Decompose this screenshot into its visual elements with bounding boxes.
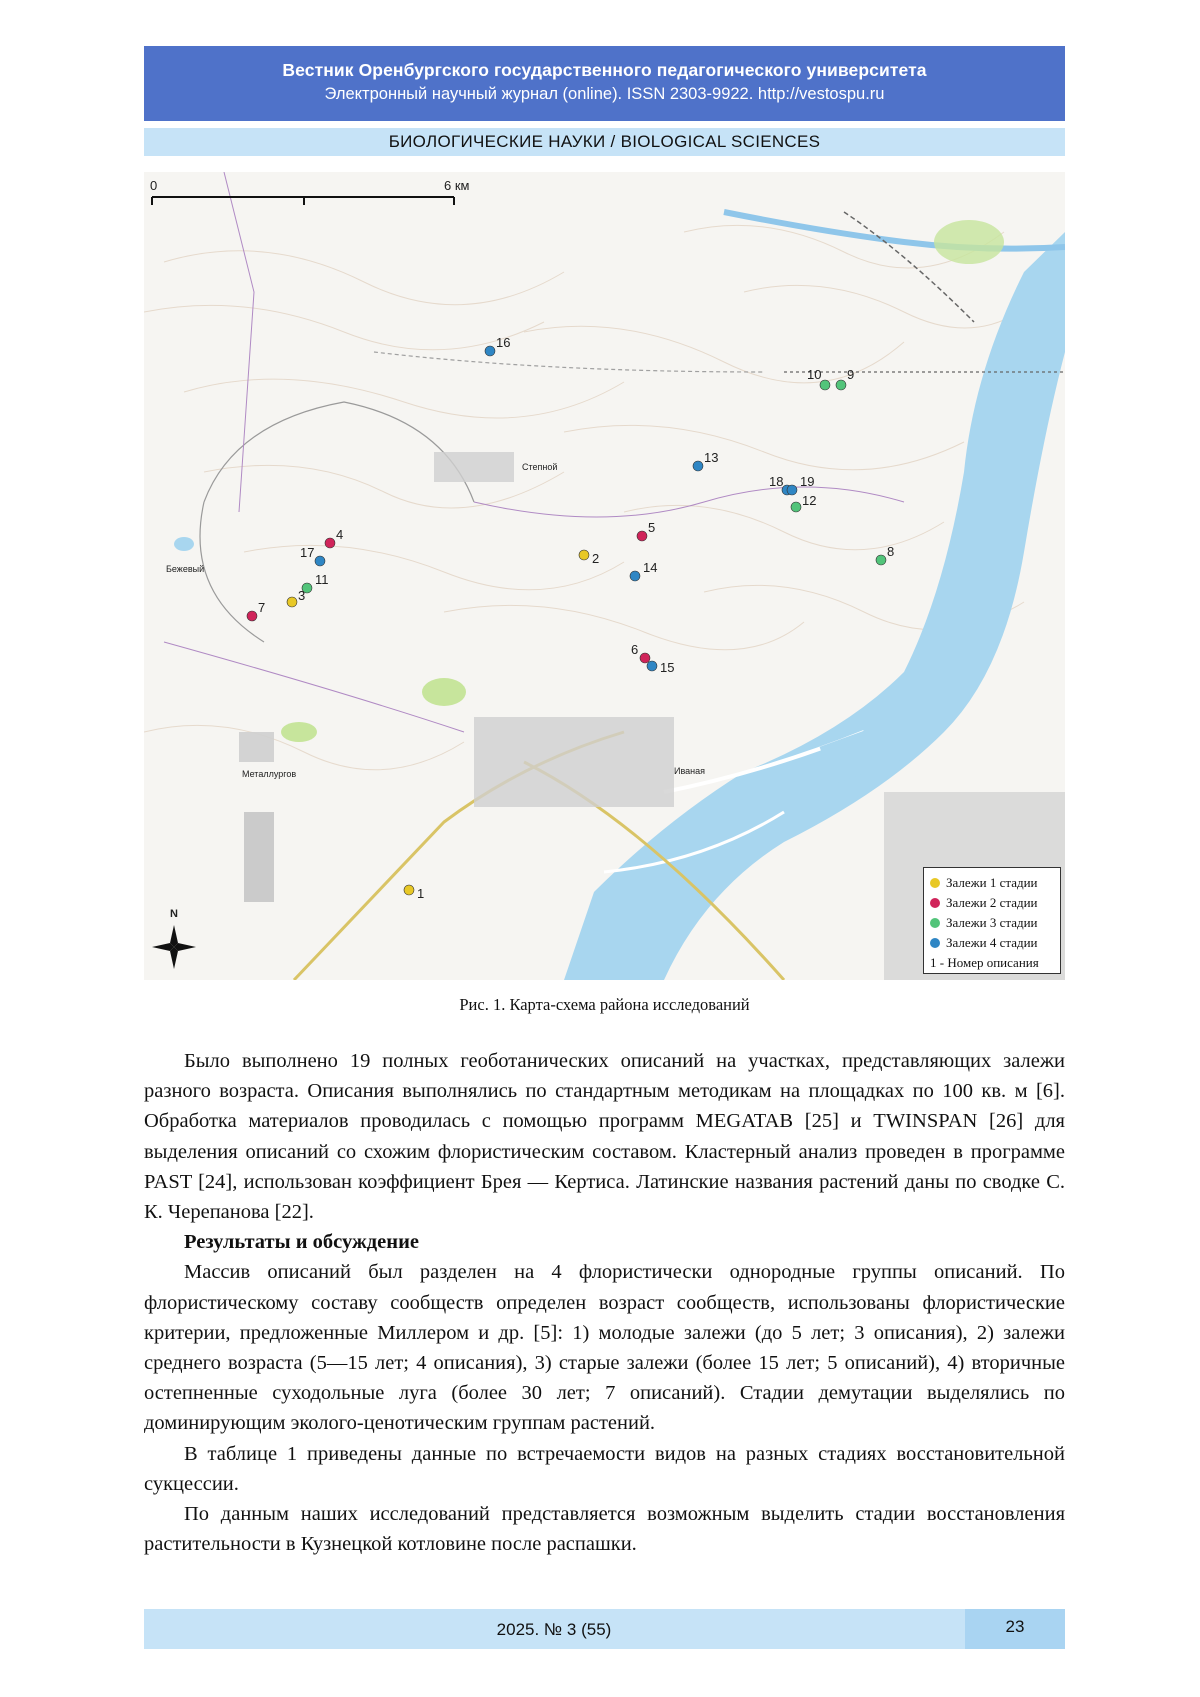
page-footer bbox=[144, 1609, 1065, 1649]
legend-label: Залежи 3 стадии bbox=[946, 915, 1038, 930]
map-legend bbox=[923, 867, 1061, 974]
legend-item bbox=[930, 933, 1054, 953]
survey-point-label: 11 bbox=[315, 572, 329, 587]
section-title: БИОЛОГИЧЕСКИЕ НАУКИ / BIOLOGICAL SCIENCES bbox=[144, 128, 1065, 156]
survey-point-10 bbox=[820, 380, 830, 390]
survey-point-label: 9 bbox=[847, 367, 855, 382]
north-label: N bbox=[170, 908, 178, 920]
scale-start-label: 0 bbox=[150, 178, 158, 193]
legend-dot bbox=[930, 898, 940, 908]
study-area-map bbox=[144, 172, 1065, 980]
survey-point-label: 13 bbox=[704, 450, 719, 465]
paragraph: Было выполнено 19 полных геоботанических описаний на участках, представляющих залежи разного возраста. Описания выполнялись по стандартным методикам на площадках по 100 кв. м [6]. Обработка материалов проводилась с помощью программ MEGATAB [25] и TWINSPAN [26] для выделения описаний со схожим флористическим составом. Кластерный анализ проведен в программе PAST [24], использован коэффициент Брея — Кертиса. Латинские названия растений даны по сводке С. К. Черепанова [22]. bbox=[144, 1050, 1065, 1224]
legend-dot bbox=[930, 938, 940, 948]
survey-point-label: 10 bbox=[807, 367, 822, 382]
survey-point-label: 12 bbox=[802, 493, 817, 508]
legend-label: Залежи 2 стадии bbox=[946, 895, 1038, 910]
survey-point-label: 14 bbox=[643, 560, 658, 575]
paragraph: Массив описаний был разделен на 4 флористически однородные группы описаний. По флористическому составу сообществ определен возраст сообществ, использованы флористические критерии, предложенные Миллером и др. [5]: 1) молодые залежи (до 5 лет; 3 описания), 2) залежи среднего возраста (5—15 лет; 4 описания), 3) старые залежи (более 15 лет; 5 описаний), 4) вторичные остепненные суходольные луга (более 30 лет; 7 описаний). Стадии демутации выделялись по доминирующим эколого-ценотическим группам растений. bbox=[144, 1261, 1065, 1435]
survey-point-label: 4 bbox=[336, 527, 344, 542]
article-body bbox=[144, 1046, 1065, 1559]
legend-item bbox=[930, 913, 1054, 933]
survey-point-label: 5 bbox=[648, 520, 656, 535]
survey-point-label: 2 bbox=[592, 551, 600, 566]
legend-dot bbox=[930, 918, 940, 928]
place-label: Иваная bbox=[674, 766, 706, 776]
legend-label: Залежи 4 стадии bbox=[946, 935, 1038, 950]
journal-header bbox=[144, 46, 1065, 121]
survey-point-15 bbox=[647, 661, 657, 671]
legend-item bbox=[930, 873, 1054, 893]
place-label: Степной bbox=[522, 462, 558, 472]
map-canvas bbox=[144, 172, 1065, 980]
survey-point-12 bbox=[791, 502, 801, 512]
survey-point-label: 6 bbox=[631, 642, 639, 657]
survey-point-4 bbox=[325, 538, 335, 548]
section-heading: Результаты и обсуждение bbox=[184, 1231, 419, 1254]
legend-item bbox=[930, 893, 1054, 913]
journal-subtitle: Электронный научный журнал (online). ISSN 2303-9922. http://vestospu.ru bbox=[324, 85, 885, 103]
survey-point-17 bbox=[315, 556, 325, 566]
survey-point-6 bbox=[640, 653, 650, 663]
survey-point-label: 19 bbox=[800, 474, 815, 489]
place-label: Металлургов bbox=[242, 769, 297, 779]
survey-point-label: 8 bbox=[887, 544, 895, 559]
survey-point-label: 18 bbox=[769, 474, 784, 489]
place-label: Бежевый bbox=[166, 564, 205, 574]
survey-point-5 bbox=[637, 531, 647, 541]
paragraph: В таблице 1 приведены данные по встречаемости видов на разных стадиях восстановительной сукцессии. bbox=[144, 1442, 1065, 1495]
legend-dot bbox=[930, 878, 940, 888]
survey-point-1 bbox=[404, 885, 414, 895]
survey-point-2 bbox=[579, 550, 589, 560]
scale-end-label: 6 км bbox=[444, 178, 470, 193]
paragraph: По данным наших исследований представляется возможным выделить стадии восстановления растительности в Кузнецкой котловине после распашки. bbox=[144, 1503, 1065, 1556]
page-number: 23 bbox=[965, 1609, 1065, 1649]
figure-caption: Рис. 1. Карта-схема района исследований bbox=[459, 995, 750, 1014]
survey-point-3 bbox=[287, 597, 297, 607]
survey-point-label: 7 bbox=[258, 600, 266, 615]
issue-number: 2025. № 3 (55) bbox=[496, 1620, 612, 1639]
legend-item bbox=[930, 953, 1054, 973]
survey-point-8 bbox=[876, 555, 886, 565]
journal-title: Вестник Оренбургского государственного педагогического университета bbox=[282, 60, 927, 80]
legend-label: Залежи 1 стадии bbox=[946, 875, 1038, 890]
legend-label: 1 - Номер описания bbox=[930, 955, 1039, 970]
survey-point-label: 16 bbox=[496, 335, 511, 350]
survey-point-label: 15 bbox=[660, 660, 675, 675]
survey-point-14 bbox=[630, 571, 640, 581]
survey-point-label: 1 bbox=[417, 886, 425, 901]
survey-point-16 bbox=[485, 346, 495, 356]
survey-point-label: 17 bbox=[300, 545, 315, 560]
survey-point-19 bbox=[787, 485, 797, 495]
survey-point-7 bbox=[247, 611, 257, 621]
survey-point-13 bbox=[693, 461, 703, 471]
survey-point-label: 3 bbox=[298, 588, 306, 603]
survey-point-9 bbox=[836, 380, 846, 390]
